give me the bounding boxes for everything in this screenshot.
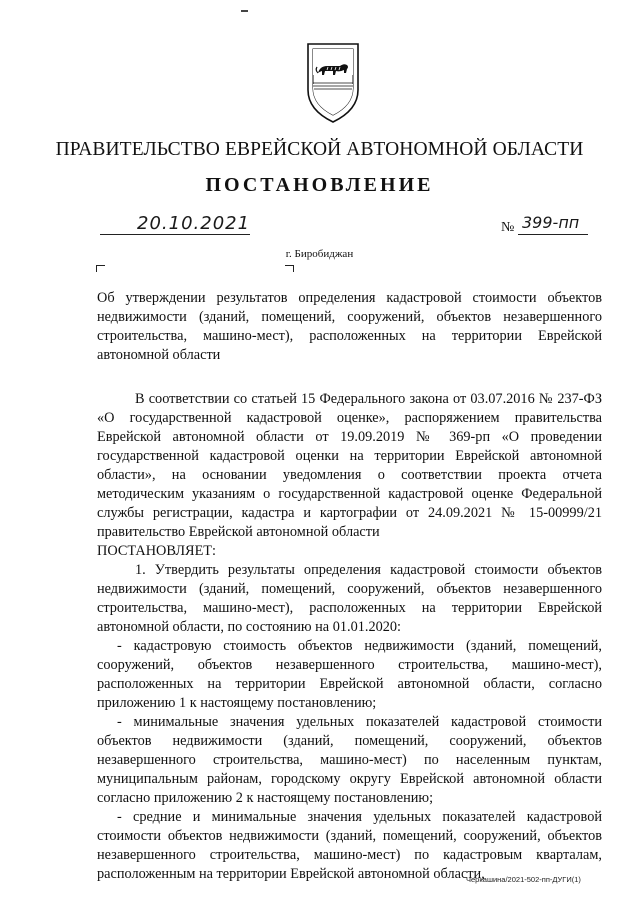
document-date: 20.10.2021 [137,213,251,234]
document-body [97,390,602,884]
document-number: 399-пп [522,213,580,232]
sub-item-paragraph: - минимальные значения удельных показателей кадастровой стоимости объектов недвижимости (зданий, помещений, сооружений, объектов незавершенного строительства, машино-мест) по населенным пунктам, муниципальным районам, городскому округу Еврейской автономной области согласно приложению 2 к настоящему постановлению; [97,714,602,806]
subject-bracket-right [285,265,294,272]
government-title: ПРАВИТЕЛЬСТВО ЕВРЕЙСКОЙ АВТОНОМНОЙ ОБЛАСТИ [55,139,584,160]
footer-reference: Черкашина/2021-502-пп-ДУГИ(1) [466,875,581,884]
resolves-heading: ПОСТАНОВЛЯЕТ: [97,543,217,559]
sub-item-paragraph: - средние и минимальные значения удельных показателей кадастровой стоимости объектов недвижимости (зданий, помещений, сооружений, объектов незавершенного строительства, машино-мест) по кадастровым кварталам, расположенным на территории Еврейской автономной области, [97,809,602,882]
preamble-paragraph: В соответствии со статьей 15 Федерального закона от 03.07.2016 № 237-ФЗ «О государственной кадастровой оценке», распоряжением правительства Еврейской автономной области от 19.09.2019 № 369-рп «О проведении государственной кадастровой оценки на территории Еврейской автономной области», на основании уведомления о соответствии проекта отчета методическим указаниям о государственной кадастровой оценке Федеральной службы регистрации, кадастра и картографии от 24.09.2021 № 15-00999/21 правительство Еврейской автономной области [97,391,602,540]
date-underline [100,234,250,235]
item-1-paragraph: 1. Утвердить результаты определения кадастровой стоимости объектов недвижимости (зданий, помещений, сооружений, объектов незавершенного строительства, машино-мест), расположенных на территории Еврейской автономной области, по состоянию на 01.01.2020: [97,562,602,635]
document-type: ПОСТАНОВЛЕНИЕ [205,174,434,196]
number-underline [518,234,588,235]
document-subject: Об утверждении результатов определения кадастровой стоимости объектов недвижимости (зданий, помещений, сооружений, объектов незавершенного строительства, машино-мест), расположенных на территории Еврейской автономной области [97,290,602,363]
number-label: № [501,220,515,235]
city: г. Биробиджан [285,248,354,260]
scan-mark [241,10,248,12]
sub-item-paragraph: - кадастровую стоимость объектов недвижимости (зданий, помещений, сооружений, объектов незавершенного строительства, машино-мест), расположенных на территории Еврейской автономной области, согласно приложению 1 к настоящему постановлению; [97,638,602,711]
subject-bracket-left [96,265,105,272]
coat-of-arms-emblem [300,42,366,124]
